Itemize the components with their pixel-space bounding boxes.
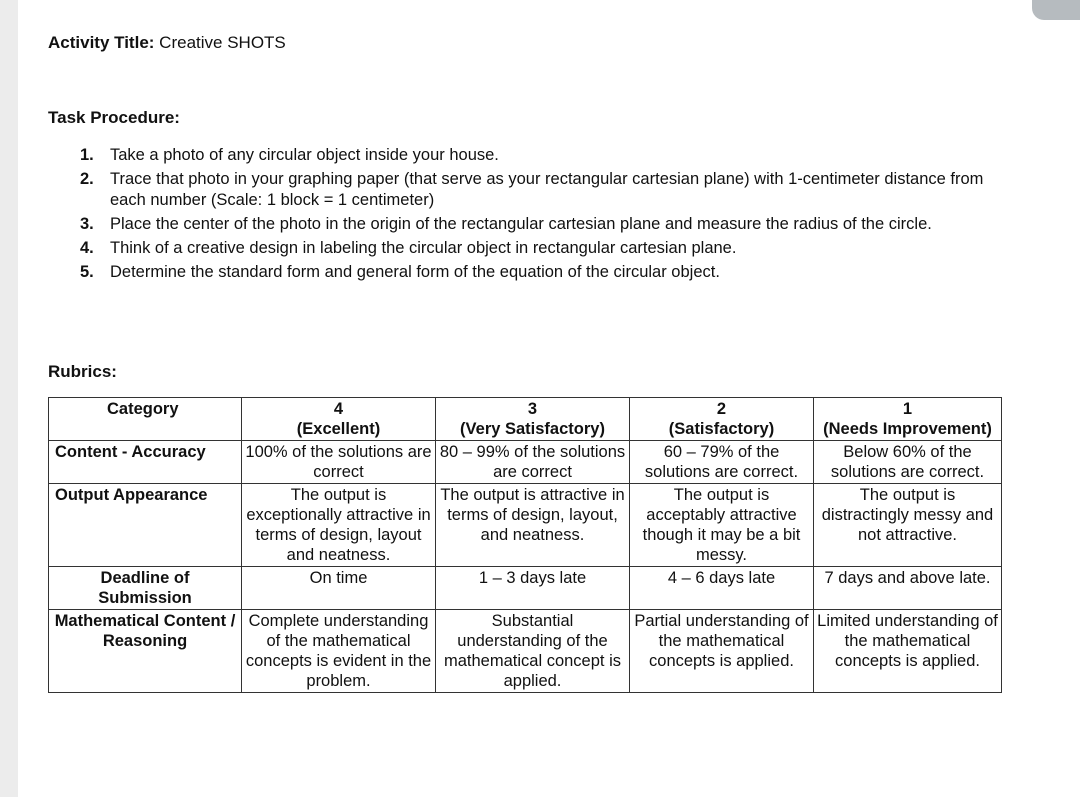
rubric-header-level [814, 398, 1002, 441]
task-procedure-list [80, 145, 1020, 286]
rubric-level-label: (Needs Improvement) [823, 420, 992, 438]
task-step-text: Take a photo of any circular object inside your house. [110, 146, 499, 164]
rubric-header-level [630, 398, 814, 441]
rubrics-heading: Rubrics: [48, 362, 117, 381]
rubric-cell: 7 days and above late. [814, 567, 1002, 610]
task-procedure-heading: Task Procedure: [48, 108, 180, 127]
rubric-cell: Substantial understanding of the mathematical concept is applied. [436, 610, 630, 693]
document-page [18, 0, 1080, 797]
rubric-level-label: (Satisfactory) [668, 420, 775, 438]
activity-title-label: Activity Title: [48, 33, 155, 52]
rubric-level-score: 4 [333, 400, 344, 418]
rubric-cell: Complete understanding of the mathematical concepts is evident in the problem. [242, 610, 436, 693]
rubric-category: Output Appearance [49, 484, 242, 567]
activity-title [48, 33, 286, 53]
task-step-number: 2. [80, 170, 94, 188]
task-step-text: Determine the standard form and general form of the equation of the circular object. [110, 263, 720, 281]
rubric-cell: 60 – 79% of the solutions are correct. [630, 441, 814, 484]
rubric-cell: Below 60% of the solutions are correct. [814, 441, 1002, 484]
task-step [80, 169, 1020, 211]
task-step [80, 145, 1020, 166]
rubric-table [48, 397, 1002, 693]
rubric-row [49, 484, 1002, 567]
rubric-header-level [242, 398, 436, 441]
rubric-category: Deadline of Submission [49, 567, 242, 610]
rubric-level-score: 3 [527, 400, 538, 418]
rubric-row [49, 441, 1002, 484]
rubric-cell: 100% of the solutions are correct [242, 441, 436, 484]
rubric-level-score: 2 [716, 400, 727, 418]
rubric-cell: Limited understanding of the mathematical concepts is applied. [814, 610, 1002, 693]
task-step-text: Place the center of the photo in the origin of the rectangular cartesian plane and measure the radius of the circle. [110, 215, 932, 233]
rubric-level-label: (Excellent) [296, 420, 381, 438]
rubric-cell: On time [242, 567, 436, 610]
task-step-number: 4. [80, 239, 94, 257]
rubric-cell: The output is attractive in terms of design, layout, and neatness. [436, 484, 630, 567]
task-step-text: Think of a creative design in labeling the circular object in rectangular cartesian plane. [110, 239, 737, 257]
task-step-text: Trace that photo in your graphing paper (that serve as your rectangular cartesian plane) with 1-centimeter distance from each number (Scale: 1 block = 1 centimeter) [110, 170, 984, 209]
rubric-row [49, 610, 1002, 693]
rubric-row [49, 567, 1002, 610]
rubric-level-label: (Very Satisfactory) [460, 420, 605, 438]
rubric-cell: The output is distractingly messy and not attractive. [814, 484, 1002, 567]
rubric-cell: 4 – 6 days late [630, 567, 814, 610]
task-step [80, 238, 1020, 259]
rubric-cell: Partial understanding of the mathematical concepts is applied. [630, 610, 814, 693]
activity-title-value: Creative SHOTS [159, 33, 286, 52]
task-step-number: 1. [80, 146, 94, 164]
rubric-cell: 1 – 3 days late [436, 567, 630, 610]
rubric-cell: 80 – 99% of the solutions are correct [436, 441, 630, 484]
corner-tab [1032, 0, 1080, 20]
rubric-header-category: Category [49, 398, 242, 441]
task-step [80, 262, 1020, 283]
rubric-header-level [436, 398, 630, 441]
rubric-category: Content - Accuracy [49, 441, 242, 484]
task-step-number: 3. [80, 215, 94, 233]
task-step [80, 214, 1020, 235]
rubric-level-score: 1 [902, 400, 913, 418]
rubric-category: Mathematical Content / Reasoning [49, 610, 242, 693]
task-step-number: 5. [80, 263, 94, 281]
rubric-cell: The output is acceptably attractive though it may be a bit messy. [630, 484, 814, 567]
rubric-cell: The output is exceptionally attractive in terms of design, layout and neatness. [242, 484, 436, 567]
rubric-header-row [49, 398, 1002, 441]
